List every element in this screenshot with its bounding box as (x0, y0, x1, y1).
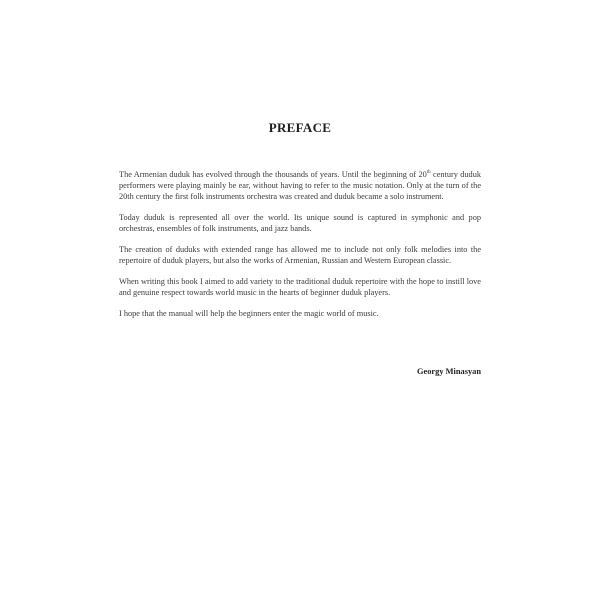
author-signature: Georgy Minasyan (417, 367, 481, 376)
paragraph-3: The creation of duduks with extended range has allowed me to include not only folk melodies into the repertoire of duduk players, but also the works of Armenian, Russian and Western European classic. (119, 245, 481, 266)
paragraph-4: When writing this book I aimed to add variety to the traditional duduk repertoire with the hope to instill love and genuine respect towards world music in the hearts of beginner duduk players. (119, 277, 481, 298)
paragraph-2: Today duduk is represented all over the world. Its unique sound is captured in symphonic and pop orchestras, ensembles of folk instruments, and jazz bands. (119, 213, 481, 234)
preface-body (119, 169, 481, 329)
paragraph-5: I hope that the manual will help the beginners enter the magic world of music. (119, 309, 379, 319)
paragraph-1-text-a: The Armenian duduk has evolved through the thousands of years. Until the beginning of 20 (119, 170, 427, 179)
paragraph-1 (119, 169, 481, 203)
page-title: PREFACE (268, 120, 332, 135)
ordinal-suffix: th (426, 170, 431, 175)
paragraph-1-text-b: century duduk performers were playing mainly be ear, without having to refer to the music notation. Only at the turn of the 20th century the first folk instruments orchestra was created and duduk became a solo instrument. (119, 170, 481, 202)
